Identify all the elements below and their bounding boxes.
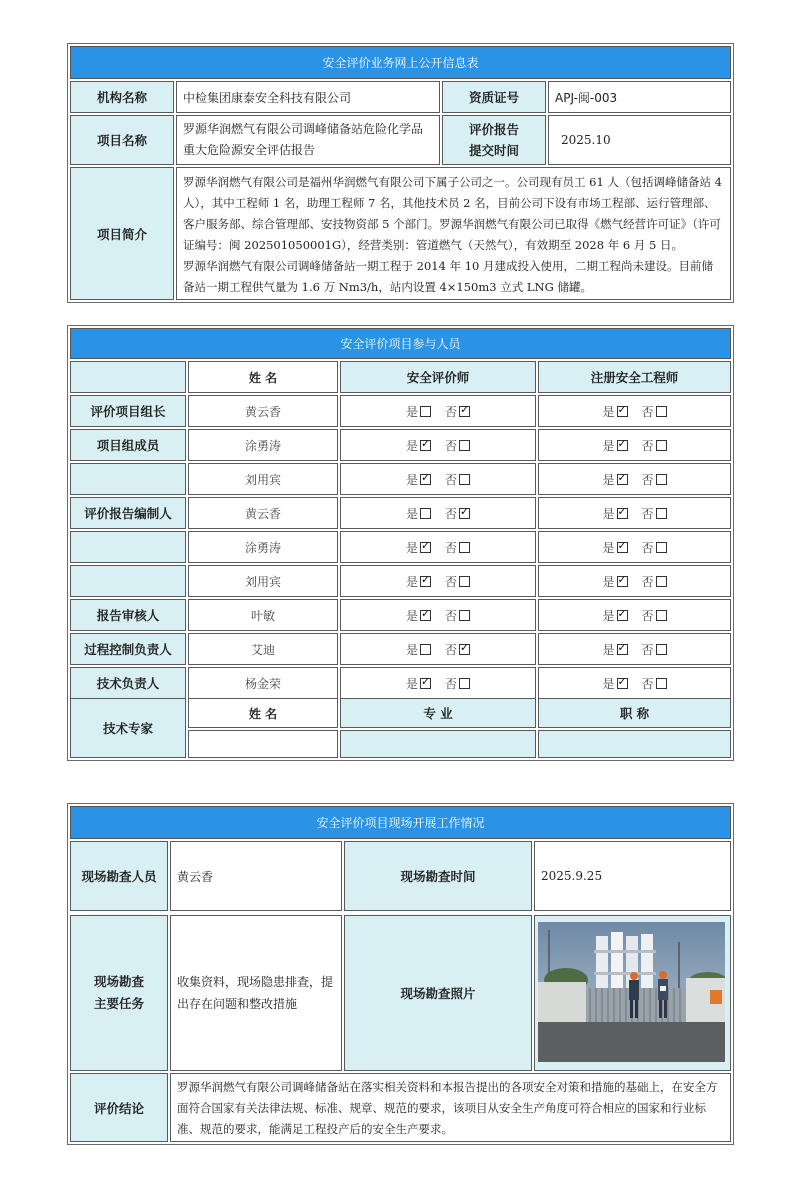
- expert-title-header: 职 称: [538, 698, 731, 728]
- checked-box-icon: [617, 610, 628, 621]
- site-photo-image: [538, 922, 725, 1062]
- engineer-no-text: 否: [641, 540, 654, 555]
- personnel-name: 涂勇涛: [188, 429, 338, 461]
- personnel-table: [67, 325, 734, 761]
- engineer-yes-option: [602, 573, 627, 590]
- evaluator-no-text: 否: [445, 608, 458, 623]
- personnel-role: 过程控制负责人: [70, 633, 186, 665]
- report-time-value: 2025.10: [548, 115, 731, 165]
- cert-label: 资质证号: [442, 81, 546, 113]
- engineer-no-option: [642, 573, 667, 590]
- project-name-label: 项目名称: [70, 115, 174, 165]
- personnel-role: 评价报告编制人: [70, 497, 186, 529]
- expert-title-cell: [538, 730, 731, 758]
- photo-cell: [534, 915, 731, 1071]
- checked-box-icon: [459, 508, 470, 519]
- task-label-line2: 主要任务: [93, 996, 144, 1011]
- cert-value: APJ-闽-003: [548, 81, 731, 113]
- engineer-checkbox-group: [538, 633, 731, 665]
- personnel-role: [70, 463, 186, 495]
- unchecked-box-icon: [459, 678, 470, 689]
- evaluator-no-option: [445, 505, 470, 522]
- unchecked-box-icon: [656, 576, 667, 587]
- engineer-checkbox-group: [538, 497, 731, 529]
- engineer-yes-text: 是: [602, 472, 615, 487]
- unchecked-box-icon: [459, 440, 470, 451]
- unchecked-box-icon: [656, 644, 667, 655]
- unchecked-box-icon: [656, 542, 667, 553]
- engineer-no-text: 否: [641, 608, 654, 623]
- personnel-role: 报告审核人: [70, 599, 186, 631]
- personnel-name: 刘用宾: [188, 463, 338, 495]
- evaluator-yes-text: 是: [405, 472, 418, 487]
- evaluator-yes-option: [406, 675, 431, 692]
- checked-box-icon: [617, 576, 628, 587]
- evaluator-no-text: 否: [445, 438, 458, 453]
- engineer-no-option: [642, 607, 667, 624]
- evaluator-column-header: 安全评价师: [340, 361, 536, 393]
- report-time-label: [442, 115, 546, 165]
- personnel-name: 黄云香: [188, 395, 338, 427]
- engineer-yes-option: [602, 437, 627, 454]
- role-header-blank: [70, 361, 186, 393]
- engineer-checkbox-group: [538, 395, 731, 427]
- engineer-no-option: [642, 505, 667, 522]
- report-time-label-line1: 评价报告: [468, 122, 519, 137]
- task-label: [70, 915, 168, 1071]
- personnel-name: 涂勇涛: [188, 531, 338, 563]
- engineer-no-option: [642, 641, 667, 658]
- engineer-checkbox-group: [538, 429, 731, 461]
- checked-box-icon: [617, 678, 628, 689]
- engineer-yes-option: [602, 471, 627, 488]
- engineer-no-text: 否: [641, 506, 654, 521]
- evaluator-yes-option: [406, 573, 431, 590]
- evaluator-no-option: [445, 675, 470, 692]
- engineer-yes-option: [602, 539, 627, 556]
- personnel-role: [70, 565, 186, 597]
- evaluator-no-text: 否: [445, 404, 458, 419]
- personnel-role: 评价项目组长: [70, 395, 186, 427]
- conclusion-value: 罗源华润燃气有限公司调峰储备站在落实相关资料和本报告提出的各项安全对策和措施的基础上，在安全方面符合国家有关法律法规、标准、规章、规范的要求，该项目从安全生产角度可符合相应的国家和行业标准、规范的要求，能满足工程投产后的安全生产要求。: [170, 1073, 731, 1142]
- unchecked-box-icon: [459, 610, 470, 621]
- engineer-yes-text: 是: [602, 540, 615, 555]
- unchecked-box-icon: [656, 474, 667, 485]
- intro-value: [176, 167, 731, 300]
- unchecked-box-icon: [459, 474, 470, 485]
- evaluator-checkbox-group: [340, 599, 536, 631]
- personnel-table-title: 安全评价项目参与人员: [70, 328, 731, 359]
- engineer-no-option: [642, 539, 667, 556]
- survey-time-label: 现场勘查时间: [344, 841, 532, 911]
- intro-paragraph-1: 罗源华润燃气有限公司是福州华润燃气有限公司下属子公司之一。公司现有员工 61 人（包括调峰储备站 4 人），其中工程师 1 名，助理工程师 7 名，其他技术员 2 名，目前公司下设有市场工程部、运行管理部、客户服务部、综合管理部、安技物资部 5 个部门。罗源华润燃气有限公司已取得《燃气经营许可证》（许可证编号：闽 202501050001G），经营类别：管道燃气（天然气），有效期至 2028 年 6 月 5 日。: [183, 175, 722, 252]
- engineer-yes-option: [602, 675, 627, 692]
- photo-label: 现场勘查照片: [344, 915, 532, 1071]
- evaluator-yes-text: 是: [405, 574, 418, 589]
- engineer-no-option: [642, 675, 667, 692]
- evaluator-no-text: 否: [445, 506, 458, 521]
- expert-major-header: 专 业: [340, 698, 536, 728]
- evaluator-yes-text: 是: [405, 676, 418, 691]
- evaluator-yes-option: [406, 471, 431, 488]
- unchecked-box-icon: [420, 508, 431, 519]
- org-name-value: 中检集团康泰安全科技有限公司: [176, 81, 440, 113]
- checked-box-icon: [420, 610, 431, 621]
- onsite-table-title: 安全评价项目现场开展工作情况: [70, 806, 731, 839]
- personnel-name: 叶敏: [188, 599, 338, 631]
- checked-box-icon: [420, 576, 431, 587]
- engineer-checkbox-group: [538, 463, 731, 495]
- evaluator-yes-option: [406, 641, 431, 658]
- engineer-no-option: [642, 471, 667, 488]
- checked-box-icon: [420, 440, 431, 451]
- evaluator-yes-option: [406, 403, 431, 420]
- expert-name-header: 姓 名: [188, 698, 338, 728]
- checked-box-icon: [459, 406, 470, 417]
- checked-box-icon: [617, 644, 628, 655]
- evaluator-yes-text: 是: [405, 642, 418, 657]
- unchecked-box-icon: [656, 440, 667, 451]
- engineer-no-text: 否: [641, 438, 654, 453]
- evaluator-no-text: 否: [445, 472, 458, 487]
- evaluator-no-text: 否: [445, 642, 458, 657]
- evaluator-no-text: 否: [445, 676, 458, 691]
- surveyor-label: 现场勘查人员: [70, 841, 168, 911]
- engineer-no-text: 否: [641, 642, 654, 657]
- intro-label: 项目简介: [70, 167, 174, 300]
- engineer-column-header: 注册安全工程师: [538, 361, 731, 393]
- evaluator-yes-option: [406, 607, 431, 624]
- evaluator-no-text: 否: [445, 574, 458, 589]
- unchecked-box-icon: [656, 678, 667, 689]
- evaluator-checkbox-group: [340, 565, 536, 597]
- engineer-yes-option: [602, 607, 627, 624]
- name-column-header: 姓 名: [188, 361, 338, 393]
- engineer-no-option: [642, 437, 667, 454]
- unchecked-box-icon: [420, 644, 431, 655]
- unchecked-box-icon: [459, 542, 470, 553]
- site-photo: [538, 922, 725, 1062]
- evaluator-checkbox-group: [340, 497, 536, 529]
- surveyor-value: 黄云香: [170, 841, 342, 911]
- evaluator-no-option: [445, 641, 470, 658]
- evaluator-checkbox-group: [340, 463, 536, 495]
- evaluator-yes-text: 是: [405, 404, 418, 419]
- evaluator-no-option: [445, 403, 470, 420]
- evaluator-checkbox-group: [340, 633, 536, 665]
- engineer-checkbox-group: [538, 565, 731, 597]
- evaluator-checkbox-group: [340, 531, 536, 563]
- onsite-table: [67, 803, 734, 1145]
- personnel-role: [70, 531, 186, 563]
- evaluator-checkbox-group: [340, 429, 536, 461]
- unchecked-box-icon: [459, 576, 470, 587]
- info-table: [67, 43, 734, 303]
- project-name-value: 罗源华润燃气有限公司调峰储备站危险化学品重大危险源安全评估报告: [176, 115, 440, 165]
- evaluator-no-text: 否: [445, 540, 458, 555]
- personnel-name: 艾迪: [188, 633, 338, 665]
- tech-expert-label: 技术专家: [70, 698, 186, 758]
- task-value: 收集资料，现场隐患排查，提出存在问题和整改措施: [170, 915, 342, 1071]
- checked-box-icon: [617, 508, 628, 519]
- evaluator-no-option: [445, 471, 470, 488]
- evaluator-yes-option: [406, 437, 431, 454]
- checked-box-icon: [420, 678, 431, 689]
- evaluator-checkbox-group: [340, 395, 536, 427]
- engineer-yes-text: 是: [602, 608, 615, 623]
- checked-box-icon: [420, 474, 431, 485]
- engineer-yes-text: 是: [602, 404, 615, 419]
- checked-box-icon: [617, 440, 628, 451]
- evaluator-yes-text: 是: [405, 608, 418, 623]
- engineer-yes-option: [602, 505, 627, 522]
- engineer-yes-text: 是: [602, 676, 615, 691]
- expert-name-cell: [188, 730, 338, 758]
- personnel-name: 杨金荣: [188, 667, 338, 699]
- unchecked-box-icon: [420, 406, 431, 417]
- personnel-role: 技术负责人: [70, 667, 186, 699]
- engineer-no-text: 否: [641, 574, 654, 589]
- evaluator-checkbox-group: [340, 667, 536, 699]
- evaluator-no-option: [445, 573, 470, 590]
- evaluator-no-option: [445, 607, 470, 624]
- evaluator-no-option: [445, 437, 470, 454]
- info-table-title: 安全评价业务网上公开信息表: [70, 46, 731, 79]
- engineer-yes-text: 是: [602, 642, 615, 657]
- evaluator-yes-text: 是: [405, 506, 418, 521]
- personnel-role: 项目组成员: [70, 429, 186, 461]
- checked-box-icon: [459, 644, 470, 655]
- engineer-yes-option: [602, 641, 627, 658]
- engineer-yes-option: [602, 403, 627, 420]
- personnel-name: 刘用宾: [188, 565, 338, 597]
- engineer-yes-text: 是: [602, 438, 615, 453]
- engineer-checkbox-group: [538, 599, 731, 631]
- engineer-yes-text: 是: [602, 506, 615, 521]
- engineer-no-text: 否: [641, 472, 654, 487]
- unchecked-box-icon: [656, 610, 667, 621]
- evaluator-no-option: [445, 539, 470, 556]
- conclusion-label: 评价结论: [70, 1073, 168, 1142]
- expert-major-cell: [340, 730, 536, 758]
- evaluator-yes-text: 是: [405, 438, 418, 453]
- evaluator-yes-option: [406, 539, 431, 556]
- checked-box-icon: [420, 542, 431, 553]
- task-label-line1: 现场勘查: [93, 974, 144, 989]
- checked-box-icon: [617, 406, 628, 417]
- engineer-no-text: 否: [641, 676, 654, 691]
- engineer-no-option: [642, 403, 667, 420]
- survey-time-value: 2025.9.25: [534, 841, 731, 911]
- checked-box-icon: [617, 542, 628, 553]
- intro-paragraph-2: 罗源华润燃气有限公司调峰储备站一期工程于 2014 年 10 月建成投入使用，二期工程尚未建设。目前储备站一期工程供气量为 1.6 万 Nm3/h，站内设置 4×150m3 立式 LNG 储罐。: [183, 259, 714, 294]
- unchecked-box-icon: [656, 406, 667, 417]
- personnel-name: 黄云香: [188, 497, 338, 529]
- evaluator-yes-option: [406, 505, 431, 522]
- checked-box-icon: [617, 474, 628, 485]
- evaluator-yes-text: 是: [405, 540, 418, 555]
- engineer-yes-text: 是: [602, 574, 615, 589]
- org-name-label: 机构名称: [70, 81, 174, 113]
- engineer-checkbox-group: [538, 531, 731, 563]
- engineer-no-text: 否: [641, 404, 654, 419]
- unchecked-box-icon: [656, 508, 667, 519]
- engineer-checkbox-group: [538, 667, 731, 699]
- report-time-label-line2: 提交时间: [468, 143, 519, 158]
